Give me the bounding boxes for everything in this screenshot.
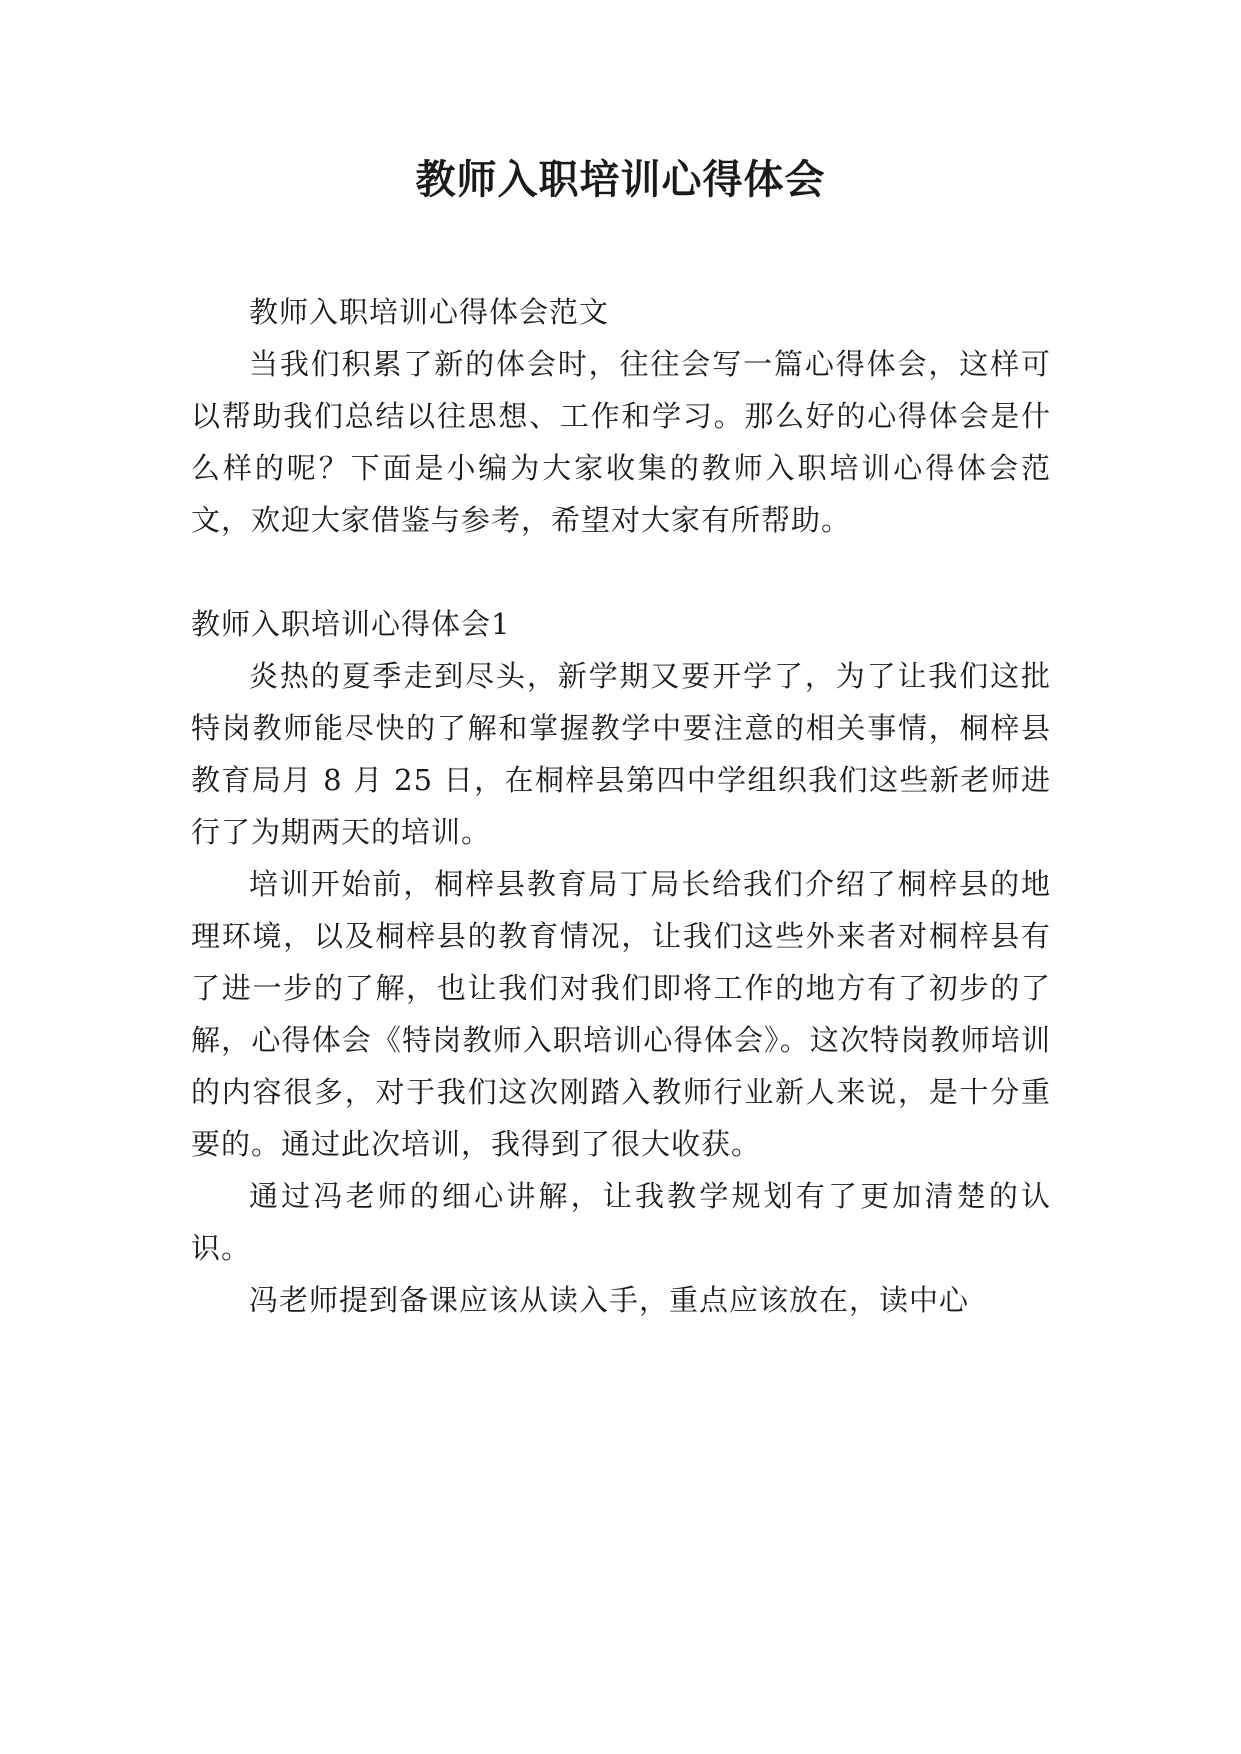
body-paragraph: 通过冯老师的细心讲解，让我教学规划有了更加清楚的认识。 (191, 1179, 1051, 1265)
subtitle-paragraph: 教师入职培训心得体会范文 (249, 295, 610, 329)
body-paragraph: 炎热的夏季走到尽头，新学期又要开学了，为了让我们这批特岗教师能尽快的了解和掌握教学中要注意的相关事情，桐梓县教育局月 8 月 25 日，在桐梓县第四中学组织我们这些新老师进行了为期两天的培训。 (191, 659, 1051, 849)
intro-paragraph: 当我们积累了新的体会时，往往会写一篇心得体会，这样可以帮助我们总结以往思想、工作和学习。那么好的心得体会是什么样的呢？下面是小编为大家收集的教师入职培训心得体会范文，欢迎大家借鉴与参考，希望对大家有所帮助。 (191, 347, 1051, 537)
section-heading: 教师入职培训心得体会1 (191, 607, 511, 641)
document-title: 教师入职培训心得体会 (415, 156, 826, 203)
body-paragraph: 冯老师提到备课应该从读入手，重点应该放在，读中心 (249, 1283, 970, 1317)
body-paragraph: 培训开始前，桐梓县教育局丁局长给我们介绍了桐梓县的地理环境，以及桐梓县的教育情况，让我们这些外来者对桐梓县有了进一步的了解，也让我们对我们即将工作的地方有了初步的了解，心得体会《特岗教师入职培训心得体会》。这次特岗教师培训的内容很多，对于我们这次刚踏入教师行业新人来说，是十分重要的。通过此次培训，我得到了很大收获。 (191, 867, 1051, 1161)
document-body (191, 286, 1051, 1326)
